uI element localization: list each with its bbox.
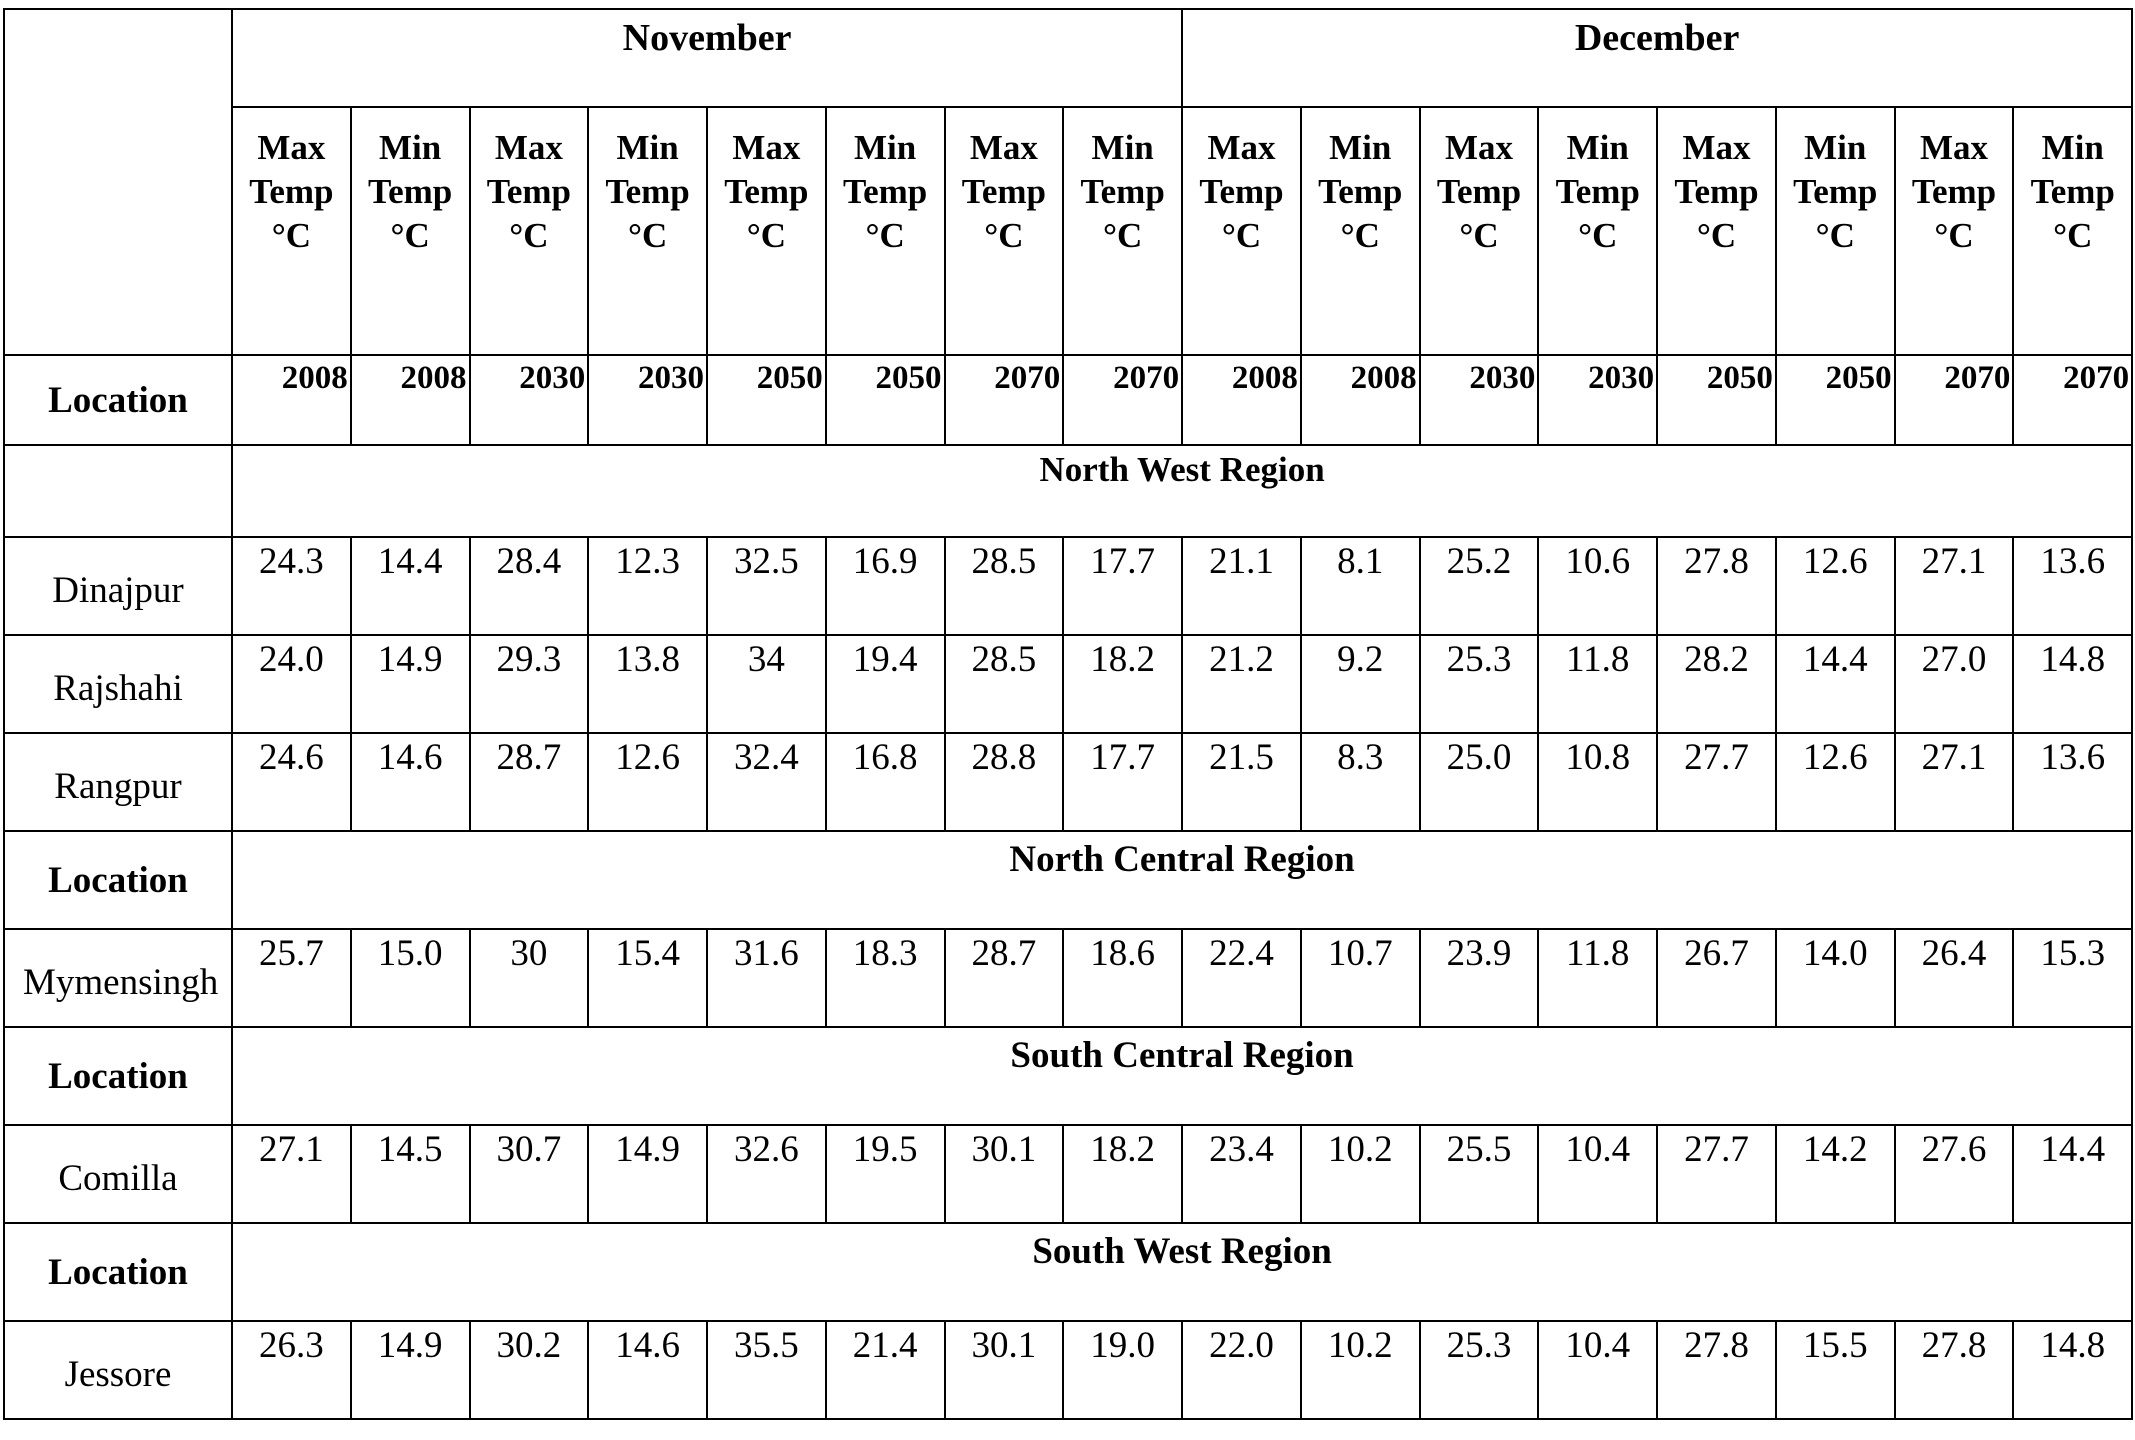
temperature-value: 22.4 (1182, 929, 1301, 1027)
measure-header (351, 107, 470, 355)
measure-header-text: °C (1578, 216, 1618, 255)
data-row (4, 929, 2132, 1027)
measure-header-text: °C (1696, 216, 1737, 255)
year-header: 2008 (1182, 355, 1301, 445)
measure-header-text: Max (1207, 128, 1276, 167)
temperature-value: 12.6 (588, 733, 707, 831)
measure-header-text: Max (1919, 128, 1988, 167)
temperature-value: 14.4 (1776, 635, 1895, 733)
location-name: Jessore (4, 1321, 232, 1419)
temperature-value: 14.8 (2013, 635, 2132, 733)
measure-header-text: Temp (1911, 172, 1997, 211)
temperature-value: 15.0 (351, 929, 470, 1027)
region-header-row (4, 1027, 2132, 1125)
year-header: 2050 (707, 355, 826, 445)
year-header: 2050 (826, 355, 945, 445)
measure-header (707, 107, 826, 355)
measure-header-text: Temp (961, 172, 1047, 211)
month-header-row (4, 9, 2132, 107)
measure-header (2013, 107, 2132, 355)
temperature-value: 14.9 (588, 1125, 707, 1223)
measure-header (588, 107, 707, 355)
temperature-value: 27.1 (232, 1125, 351, 1223)
temperature-value: 14.2 (1776, 1125, 1895, 1223)
temperature-value: 25.2 (1420, 537, 1539, 635)
temperature-value: 10.2 (1301, 1321, 1420, 1419)
measure-header-text: °C (2053, 216, 2093, 255)
temperature-value: 25.5 (1420, 1125, 1539, 1223)
measure-header-text: °C (984, 216, 1024, 255)
temperature-value: 24.6 (232, 733, 351, 831)
measure-header-text: °C (1103, 216, 1143, 255)
temperature-value: 10.2 (1301, 1125, 1420, 1223)
year-header: 2050 (1776, 355, 1895, 445)
temperature-value: 25.3 (1420, 635, 1539, 733)
temperature-table (3, 8, 2133, 1420)
year-header: 2030 (1420, 355, 1539, 445)
temperature-value: 18.6 (1063, 929, 1182, 1027)
temperature-value: 15.5 (1776, 1321, 1895, 1419)
temperature-value: 29.3 (470, 635, 589, 733)
temperature-value: 15.4 (588, 929, 707, 1027)
temperature-value: 30.1 (945, 1125, 1064, 1223)
temperature-value: 14.0 (1776, 929, 1895, 1027)
temperature-value: 25.3 (1420, 1321, 1539, 1419)
temperature-value: 14.9 (351, 635, 470, 733)
location-column-header: Location (4, 355, 232, 445)
temperature-value: 27.8 (1657, 1321, 1776, 1419)
temperature-value: 30 (470, 929, 589, 1027)
temperature-value: 26.3 (232, 1321, 351, 1419)
temperature-value: 10.4 (1538, 1321, 1657, 1419)
measure-header-text: Temp (1080, 172, 1165, 211)
temperature-value: 17.7 (1063, 537, 1182, 635)
region-header: South West Region (232, 1223, 2132, 1321)
measure-header-text: Min (1566, 128, 1629, 167)
location-name: Mymensingh (4, 929, 232, 1027)
temperature-value: 27.6 (1895, 1125, 2014, 1223)
temperature-value: 23.9 (1420, 929, 1539, 1027)
measure-header-text: °C (390, 216, 430, 255)
measure-header-text: Max (1682, 128, 1751, 167)
temperature-value: 10.8 (1538, 733, 1657, 831)
measure-header (470, 107, 589, 355)
temperature-value: 21.2 (1182, 635, 1301, 733)
temperature-value: 30.2 (470, 1321, 589, 1419)
temperature-value: 14.4 (2013, 1125, 2132, 1223)
measure-header-text: °C (1340, 216, 1380, 255)
region-header-row (4, 1223, 2132, 1321)
location-name: Rangpur (4, 733, 232, 831)
measure-header-text: Temp (1436, 172, 1522, 211)
measure-header-text: °C (627, 216, 668, 255)
year-header: 2008 (1301, 355, 1420, 445)
measure-header-text: Min (1329, 128, 1392, 167)
temperature-value: 19.0 (1063, 1321, 1182, 1419)
measure-header-text: Temp (1674, 172, 1759, 211)
temperature-value: 14.9 (351, 1321, 470, 1419)
temperature-value: 14.6 (351, 733, 470, 831)
temperature-value: 34 (707, 635, 826, 733)
region-header-row (4, 445, 2132, 537)
year-header: 2030 (470, 355, 589, 445)
temperature-value: 32.6 (707, 1125, 826, 1223)
temperature-value: 19.5 (826, 1125, 945, 1223)
measure-header-text: Min (616, 128, 679, 167)
temperature-value: 8.1 (1301, 537, 1420, 635)
measure-header (1182, 107, 1301, 355)
year-header: 2070 (1895, 355, 2014, 445)
measure-header-text: Max (732, 128, 801, 167)
header-corner-cell (4, 9, 232, 355)
measure-header (1538, 107, 1657, 355)
temperature-value: 13.6 (2013, 733, 2132, 831)
temperature-value: 12.6 (1776, 733, 1895, 831)
region-header: North Central Region (232, 831, 2132, 929)
temperature-value: 25.0 (1420, 733, 1539, 831)
year-header: 2030 (588, 355, 707, 445)
temperature-value: 10.7 (1301, 929, 1420, 1027)
measure-header-text: °C (1934, 216, 1974, 255)
temperature-value: 14.4 (351, 537, 470, 635)
year-header: 2008 (351, 355, 470, 445)
temperature-value: 21.4 (826, 1321, 945, 1419)
measure-header-text: Max (257, 128, 326, 167)
temperature-value: 18.3 (826, 929, 945, 1027)
temperature-value: 10.4 (1538, 1125, 1657, 1223)
year-header: 2070 (945, 355, 1064, 445)
temperature-value: 18.2 (1063, 635, 1182, 733)
temperature-value: 31.6 (707, 929, 826, 1027)
temperature-value: 16.9 (826, 537, 945, 635)
temperature-value: 28.7 (945, 929, 1064, 1027)
region-header: South Central Region (232, 1027, 2132, 1125)
temperature-value: 14.5 (351, 1125, 470, 1223)
temperature-value: 10.6 (1538, 537, 1657, 635)
measure-header-text: Temp (1793, 172, 1878, 211)
temperature-value: 11.8 (1538, 635, 1657, 733)
temperature-value: 14.6 (588, 1321, 707, 1419)
measure-header (232, 107, 351, 355)
temperature-value: 28.7 (470, 733, 589, 831)
measure-header-text: °C (1221, 216, 1262, 255)
temperature-value: 30.7 (470, 1125, 589, 1223)
temperature-value: 27.7 (1657, 733, 1776, 831)
data-row (4, 1125, 2132, 1223)
temperature-value: 27.8 (1895, 1321, 2014, 1419)
temperature-value: 13.6 (2013, 537, 2132, 635)
measure-header (1063, 107, 1182, 355)
temperature-value: 12.6 (1776, 537, 1895, 635)
measure-header-text: Min (1091, 128, 1154, 167)
location-name: Dinajpur (4, 537, 232, 635)
region-header-row (4, 831, 2132, 929)
temperature-value: 16.8 (826, 733, 945, 831)
section-location-label: Location (4, 1027, 232, 1125)
temperature-value: 13.8 (588, 635, 707, 733)
measure-header-text: Max (969, 128, 1038, 167)
year-header: 2070 (1063, 355, 1182, 445)
temperature-value: 27.1 (1895, 537, 2014, 635)
temperature-value: 15.3 (2013, 929, 2132, 1027)
temperature-value: 22.0 (1182, 1321, 1301, 1419)
month-header: November (232, 9, 1182, 107)
measure-header (1301, 107, 1420, 355)
measure-header-text: °C (865, 216, 905, 255)
temperature-value: 32.4 (707, 733, 826, 831)
measure-header (1657, 107, 1776, 355)
measure-header-text: °C (1815, 216, 1855, 255)
temperature-value: 27.1 (1895, 733, 2014, 831)
temperature-value: 24.3 (232, 537, 351, 635)
temperature-value: 28.2 (1657, 635, 1776, 733)
region-header: North West Region (232, 445, 2132, 537)
measure-header-text: Temp (1199, 172, 1284, 211)
year-header: 2030 (1538, 355, 1657, 445)
section-location-label: Location (4, 831, 232, 929)
measure-header-text: Min (2041, 128, 2104, 167)
measure-header (826, 107, 945, 355)
measure-header-text: Min (379, 128, 442, 167)
measure-header-text: Max (1444, 128, 1513, 167)
temperature-value: 27.8 (1657, 537, 1776, 635)
location-name: Comilla (4, 1125, 232, 1223)
section-location-label: Location (4, 1223, 232, 1321)
year-header-row (4, 355, 2132, 445)
measure-header (945, 107, 1064, 355)
location-name: Rajshahi (4, 635, 232, 733)
section-location-label (4, 445, 232, 537)
data-row (4, 537, 2132, 635)
temperature-value: 26.7 (1657, 929, 1776, 1027)
temperature-value: 32.5 (707, 537, 826, 635)
measure-header-text: Min (1804, 128, 1867, 167)
measure-header-text: °C (746, 216, 787, 255)
measure-header-text: °C (271, 216, 312, 255)
measure-header (1776, 107, 1895, 355)
temperature-value: 28.5 (945, 635, 1064, 733)
year-header: 2008 (232, 355, 351, 445)
measure-header-text: Temp (842, 172, 928, 211)
measure-header-text: Temp (1318, 172, 1403, 211)
temperature-value: 19.4 (826, 635, 945, 733)
temperature-value: 21.5 (1182, 733, 1301, 831)
temperature-value: 27.0 (1895, 635, 2014, 733)
measure-header-text: Temp (249, 172, 334, 211)
measure-header-row (4, 107, 2132, 355)
measure-header (1420, 107, 1539, 355)
year-header: 2050 (1657, 355, 1776, 445)
temperature-value: 28.8 (945, 733, 1064, 831)
temperature-value: 28.5 (945, 537, 1064, 635)
temperature-value: 25.7 (232, 929, 351, 1027)
temperature-value: 27.7 (1657, 1125, 1776, 1223)
measure-header-text: Max (494, 128, 563, 167)
temperature-value: 12.3 (588, 537, 707, 635)
temperature-value: 24.0 (232, 635, 351, 733)
temperature-value: 11.8 (1538, 929, 1657, 1027)
data-row (4, 1321, 2132, 1419)
measure-header-text: °C (509, 216, 549, 255)
temperature-value: 8.3 (1301, 733, 1420, 831)
measure-header-text: Temp (724, 172, 809, 211)
data-row (4, 733, 2132, 831)
measure-header-text: Temp (367, 172, 453, 211)
measure-header-text: Min (854, 128, 917, 167)
temperature-value: 9.2 (1301, 635, 1420, 733)
temperature-value: 18.2 (1063, 1125, 1182, 1223)
temperature-value: 35.5 (707, 1321, 826, 1419)
temperature-value: 28.4 (470, 537, 589, 635)
data-row (4, 635, 2132, 733)
temperature-value: 17.7 (1063, 733, 1182, 831)
measure-header-text: °C (1459, 216, 1499, 255)
temperature-value: 23.4 (1182, 1125, 1301, 1223)
temperature-value: 30.1 (945, 1321, 1064, 1419)
measure-header-text: Temp (2030, 172, 2115, 211)
year-header: 2070 (2013, 355, 2132, 445)
temperature-value: 26.4 (1895, 929, 2014, 1027)
measure-header-text: Temp (605, 172, 690, 211)
temperature-value: 21.1 (1182, 537, 1301, 635)
temperature-value: 14.8 (2013, 1321, 2132, 1419)
measure-header-text: Temp (486, 172, 572, 211)
measure-header (1895, 107, 2014, 355)
measure-header-text: Temp (1555, 172, 1640, 211)
month-header: December (1182, 9, 2132, 107)
